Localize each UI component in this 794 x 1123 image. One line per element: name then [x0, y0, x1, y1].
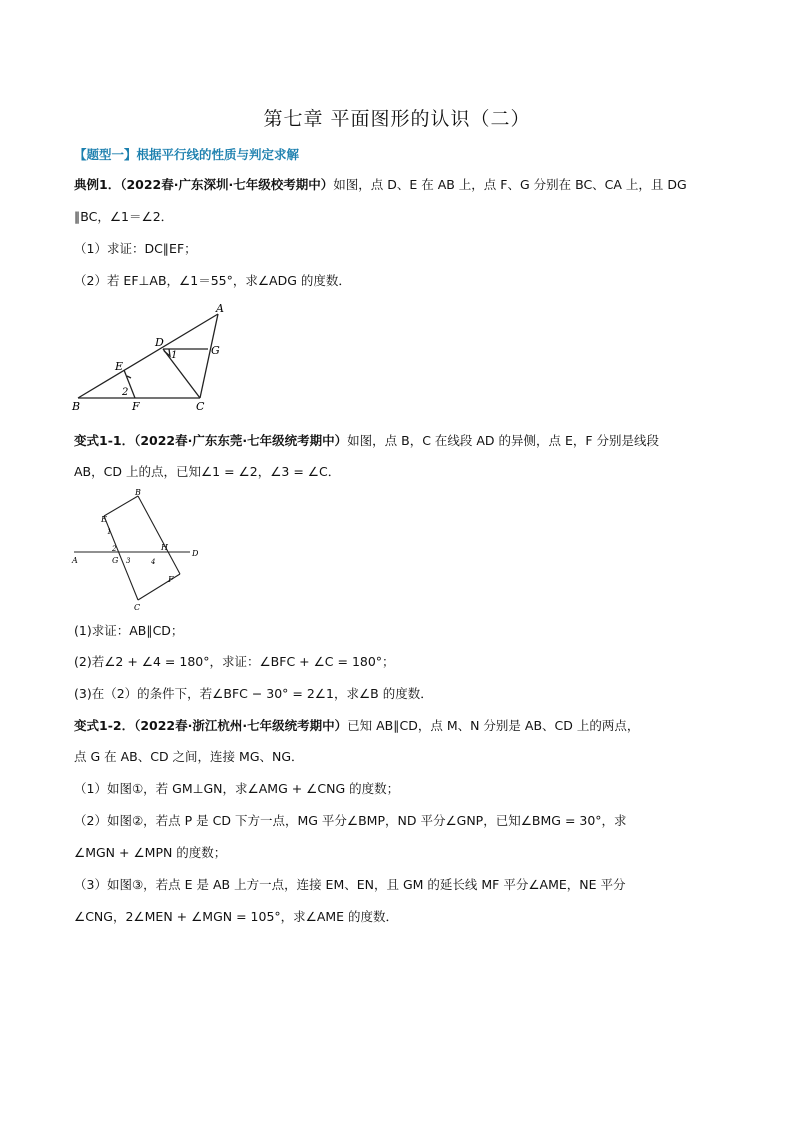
- chapter-title: 第七章 平面图形的认识（二）: [263, 108, 531, 130]
- section-heading: 【题型一】根据平行线的性质与判定求解: [74, 147, 300, 162]
- ex2-question3: (3)在（2）的条件下，若∠BFC − 30° = 2∠1，求∠B 的度数．: [74, 686, 433, 701]
- fig2-label-H: H: [161, 543, 168, 552]
- ex3-question2a: （2）如图②，若点 P 是 CD 下方一点，MG 平分∠BMP，ND 平分∠GNP，已知∠BMG = 30°，求: [74, 813, 627, 828]
- fig2-label-D: D: [192, 549, 199, 558]
- fig1-label-C: C: [196, 400, 205, 413]
- fig2-label-G: G: [112, 556, 119, 565]
- fig2-label-4: 4: [151, 558, 156, 566]
- fig2-label-A: A: [72, 556, 78, 565]
- fig1-label-E: E: [115, 360, 124, 373]
- ex1-source: （2022春·广东深圳·七年级校考期中）: [120, 177, 334, 192]
- fig1-label-2: 2: [122, 387, 129, 398]
- fig2-label-B: B: [135, 488, 141, 497]
- ex3-label: 变式1-2．: [74, 718, 135, 733]
- fig1-label-A: A: [216, 302, 224, 315]
- ex2-text1: 如图，点 B，C 在线段 AD 的异侧，点 E，F 分别是线段: [347, 433, 660, 448]
- ex1-question2: （2）若 EF⊥AB，∠1＝55°，求∠ADG 的度数．: [74, 273, 351, 288]
- ex3-question1: （1）如图①，若 GM⊥GN，求∠AMG + ∠CNG 的度数；: [74, 781, 400, 796]
- ex1-figure: [60, 300, 240, 418]
- ex1-question1: （1）求证：DC∥EF；: [74, 241, 197, 256]
- ex1-line1: [74, 177, 687, 193]
- fig2-label-1: 1: [107, 528, 112, 536]
- ex1-label: 典例1．: [74, 177, 121, 192]
- ex3-question2b: ∠MGN + ∠MPN 的度数；: [74, 845, 227, 860]
- fig1-label-G: G: [211, 344, 220, 357]
- fig2-label-C: C: [134, 603, 141, 612]
- ex2-line2: AB，CD 上的点，已知∠1 = ∠2，∠3 = ∠C．: [74, 464, 341, 479]
- ex3-question3a: （3）如图③，若点 E 是 AB 上方一点，连接 EM、EN，且 GM 的延长线 MF 平分∠AME，NE 平分: [74, 877, 626, 892]
- ex2-question1: (1)求证：AB∥CD；: [74, 623, 184, 638]
- fig1-label-F: F: [132, 400, 140, 413]
- ex2-label: 变式1-1．: [74, 433, 135, 448]
- ex3-text1: 已知 AB∥CD，点 M、N 分别是 AB、CD 上的两点，: [347, 718, 640, 733]
- ex2-figure: [62, 486, 212, 614]
- fig1-label-D: D: [155, 336, 164, 349]
- ex3-question3b: ∠CNG，2∠MEN + ∠MGN = 105°，求∠AME 的度数．: [74, 909, 399, 924]
- ex2-question2: (2)若∠2 + ∠4 = 180°，求证：∠BFC + ∠C = 180°；: [74, 654, 395, 669]
- ex1-line2: ∥BC，∠1＝∠2．: [74, 209, 174, 224]
- ex3-source: （2022春·浙江杭州·七年级统考期中）: [134, 718, 348, 733]
- ex3-line2: 点 G 在 AB、CD 之间，连接 MG、NG．: [74, 749, 304, 764]
- fig1-label-1: 1: [171, 350, 178, 361]
- ex1-text1: 如图，点 D、E 在 AB 上，点 F、G 分别在 BC、CA 上，且 DG: [333, 177, 687, 192]
- fig2-label-E: E: [101, 515, 107, 524]
- ex2-source: （2022春·广东东莞·七年级统考期中）: [134, 433, 348, 448]
- fig1-label-B: B: [72, 400, 81, 413]
- fig2-label-3: 3: [126, 557, 131, 565]
- ex2-line1: [74, 433, 659, 449]
- fig2-label-2: 2: [112, 545, 117, 553]
- ex3-line1: [74, 718, 639, 734]
- fig2-label-F: F: [168, 575, 174, 584]
